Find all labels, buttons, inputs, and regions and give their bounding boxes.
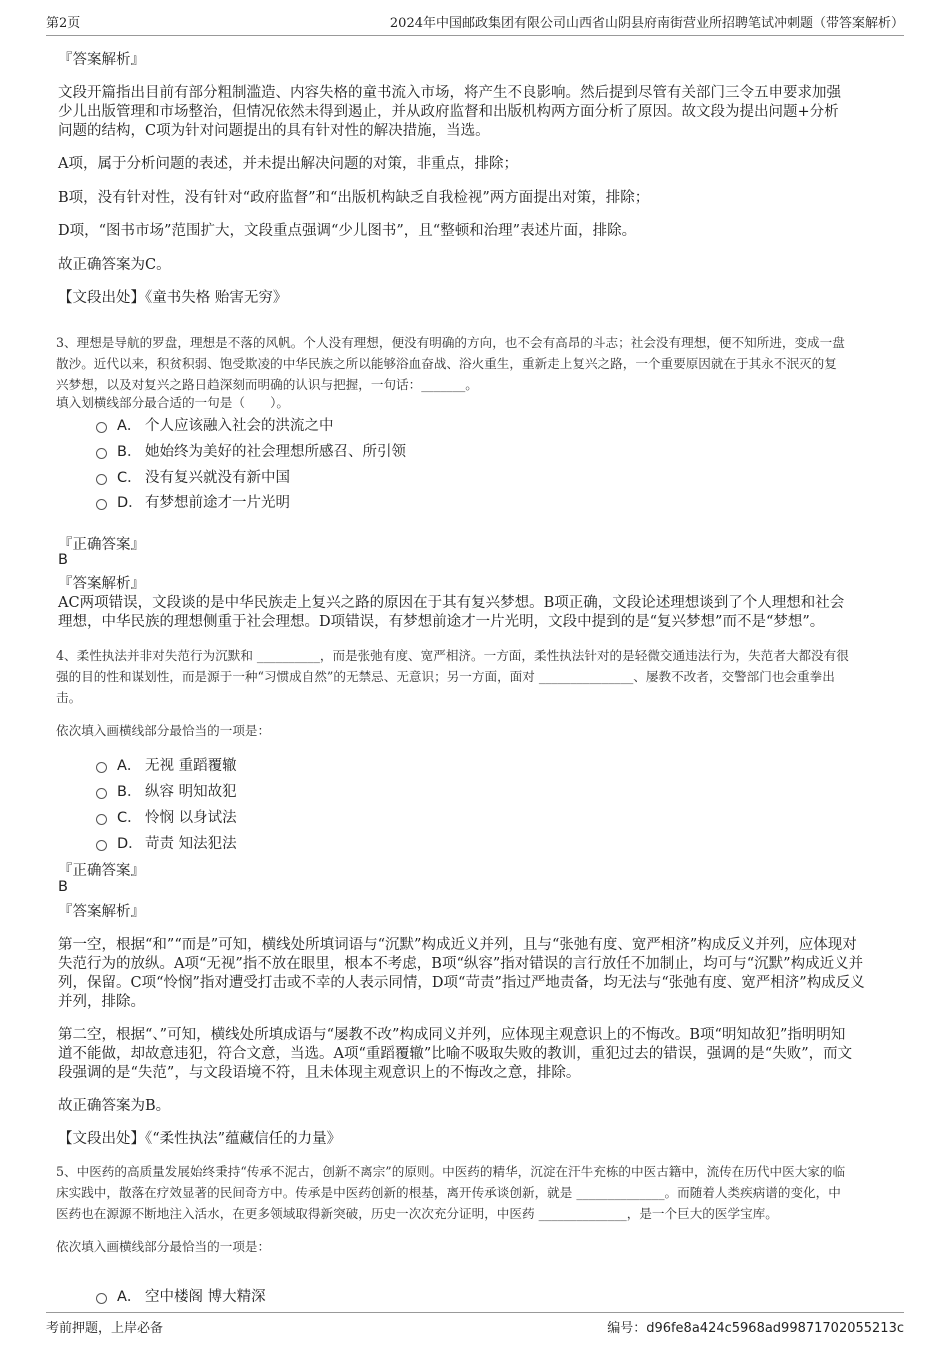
document-title: 2024年中国邮政集团有限公司山西省山阴县府南街营业所招聘笔试冲刺题（带答案解析） [389, 16, 904, 31]
q4-para2-line-2: 道不能做，却故意违犯，符合文意，当选。A项“重蹈覆辙”比喻不吸取失败的教训，重犯过去的错误，强调的是“失败”，而文 [58, 1046, 853, 1062]
q3-analysis-line-1: AC两项错误，文段谈的是中华民族走上复兴之路的原因在于其有复兴梦想。B项正确，文段论述理想谈到了个人理想和社会 [58, 595, 845, 611]
q4-para2-line-3: 段强调的是“失范”，与文段语境不符，且未体现主观意识上的不悔改之意，排除。 [58, 1065, 581, 1081]
q4-conclusion: 故正确答案为B。 [58, 1098, 171, 1114]
radio-icon[interactable] [96, 499, 107, 510]
q4-stem-line-2: 强的目的性和谋划性，而是源于一种“习惯成自然”的无禁忌、无意识；另一方面，面对 _______________、屡教不改者，交警部门也会重拳出 [56, 669, 835, 684]
q5-stem-line-1: 5、中医药的高质量发展始终秉持“传承不泥古，创新不离宗”的原则。中医药的精华，沉淀在汗牛充栋的中医古籍中，流传在历代中医大家的临 [56, 1164, 846, 1179]
radio-icon[interactable] [96, 840, 107, 851]
q2-analysis-line-1: 文段开篇指出目前有部分粗制滥造、内容失格的童书流入市场，将产生不良影响。然后提到尽管有关部门三令五申要求加强 [58, 85, 841, 101]
q4-stem-line-1: 4、柔性执法并非对失范行为沉默和 __________，而是张弛有度、宽严相济。一方面，柔性执法针对的是轻微交通违法行为，失范者大都没有很 [56, 648, 849, 663]
q4-para1-line-3: 列，保留。C项“怜悯”指对遭受打击或不幸的人表示同情，D项“苛责”指过严地责备，均无法与“张弛有度、宽严相济”构成反义 [58, 975, 865, 991]
q2-conclusion: 故正确答案为C。 [58, 257, 171, 273]
q4-option-b[interactable]: B． 纵容 明知故犯 [96, 780, 237, 801]
q4-analysis-label: 『答案解析』 [58, 904, 145, 920]
q5-stem-line-2: 床实践中，散落在疗效显著的民间奇方中。传承是中医药创新的根基，离开传承谈创新，就是 ______________。而随着人类疾病谱的变化，中 [56, 1185, 841, 1200]
q4-para1-line-2: 失范行为的放纵。A项“无视”指不放在眼里，根本不考虑，B项“纵容”指对错误的言行放任不加制止，均可与“沉默”构成近义并 [58, 956, 864, 972]
page-number: 第2页 [46, 16, 81, 31]
page-header [46, 12, 904, 36]
q3-option-d[interactable]: D． 有梦想前途才一片光明 [96, 491, 290, 512]
q4-option-a[interactable]: A． 无视 重蹈覆辙 [96, 754, 237, 775]
q3-option-b[interactable]: B． 她始终为美好的社会理想所感召、所引领 [96, 440, 406, 461]
radio-icon[interactable] [96, 1293, 107, 1304]
radio-icon[interactable] [96, 422, 107, 433]
q2-analysis-label: 『答案解析』 [58, 52, 145, 68]
q4-answer: B [58, 879, 68, 895]
q2-analysis-option-d: D项，“图书市场”范围扩大，文段重点强调“少儿图书”，且“整顿和治理”表述片面，排除。 [58, 223, 637, 239]
radio-icon[interactable] [96, 814, 107, 825]
q2-analysis-line-2: 少儿出版管理和市场整治，但情况依然未得到遏止，并从政府监督和出版机构两方面分析了原因。故文段为提出问题+分析 [58, 104, 839, 120]
q5-option-a[interactable]: A． 空中楼阁 博大精深 [96, 1285, 266, 1306]
q4-para1-line-1: 第一空，根据“和”“而是”可知，横线处所填词语与“沉默”构成近义并列，且与“张弛有度、宽严相济”构成反义并列，应体现对 [58, 937, 857, 953]
q4-para1-line-4: 并列，排除。 [58, 994, 145, 1010]
q4-para2-line-1: 第二空，根据“、”可知，横线处所填成语与“屡教不改”构成同义并列，应体现主观意识上的不悔改。B项“明知故犯”指明明知 [58, 1027, 846, 1043]
q3-stem-line-3: 兴梦想，以及对复兴之路日趋深刻而明确的认识与把握，一句话：_______。 [56, 377, 478, 392]
q3-option-a[interactable]: A． 个人应该融入社会的洪流之中 [96, 414, 334, 435]
q2-analysis-line-3: 问题的结构，C项为针对问题提出的具有针对性的解决措施，当选。 [58, 123, 490, 139]
q3-stem-line-2: 散沙。近代以来，积贫积弱、饱受欺凌的中华民族之所以能够浴血奋战、浴火重生，重新走上复兴之路，一个重要原因就在于其永不泯灭的复 [56, 356, 837, 371]
q4-source: 【文段出处】《“柔性执法”蕴藏信任的力量》 [58, 1131, 342, 1147]
q5-prompt: 依次填入画横线部分最恰当的一项是： [56, 1239, 271, 1254]
q3-option-c[interactable]: C． 没有复兴就没有新中国 [96, 466, 290, 487]
q3-answer: B [58, 552, 68, 568]
document-serial: 编号：d96fe8a424c5968ad99871702055213c [607, 1321, 904, 1336]
radio-icon[interactable] [96, 448, 107, 459]
q2-source: 【文段出处】《童书失格 贻害无穷》 [58, 290, 288, 306]
q3-analysis-line-2: 理想，中华民族的理想侧重于社会理想。D项错误，有梦想前途才一片光明，文段中提到的是“复兴梦想”而不是“梦想”。 [58, 614, 825, 630]
q4-stem-line-3: 击。 [56, 690, 82, 705]
q4-prompt: 依次填入画横线部分最恰当的一项是： [56, 723, 271, 738]
q4-answer-label: 『正确答案』 [58, 863, 145, 879]
page-footer [46, 1312, 904, 1336]
q3-answer-label: 『正确答案』 [58, 537, 145, 553]
radio-icon[interactable] [96, 762, 107, 773]
radio-icon[interactable] [96, 474, 107, 485]
footer-slogan: 考前押题，上岸必备 [46, 1321, 164, 1336]
radio-icon[interactable] [96, 788, 107, 799]
q2-analysis-option-b: B项，没有针对性，没有针对“政府监督”和“出版机构缺乏自我检视”两方面提出对策，排除； [58, 190, 650, 206]
q5-stem-line-3: 医药也在源源不断地注入活水，在更多领域取得新突破，历史一次次充分证明，中医药 ______________，是一个巨大的医学宝库。 [56, 1206, 778, 1221]
q3-stem-line-1: 3、理想是导航的罗盘，理想是不落的风帆。个人没有理想，便没有明确的方向，也不会有高昂的斗志；社会没有理想，便不知所进，变成一盘 [56, 335, 845, 350]
q2-analysis-option-a: A项，属于分析问题的表述，并未提出解决问题的对策，非重点，排除； [58, 156, 518, 172]
q3-prompt: 填入划横线部分最合适的一句是（ ）。 [56, 395, 289, 410]
q4-option-c[interactable]: C． 怜悯 以身试法 [96, 806, 237, 827]
q3-analysis-label: 『答案解析』 [58, 576, 145, 592]
q4-option-d[interactable]: D． 苛责 知法犯法 [96, 832, 237, 853]
